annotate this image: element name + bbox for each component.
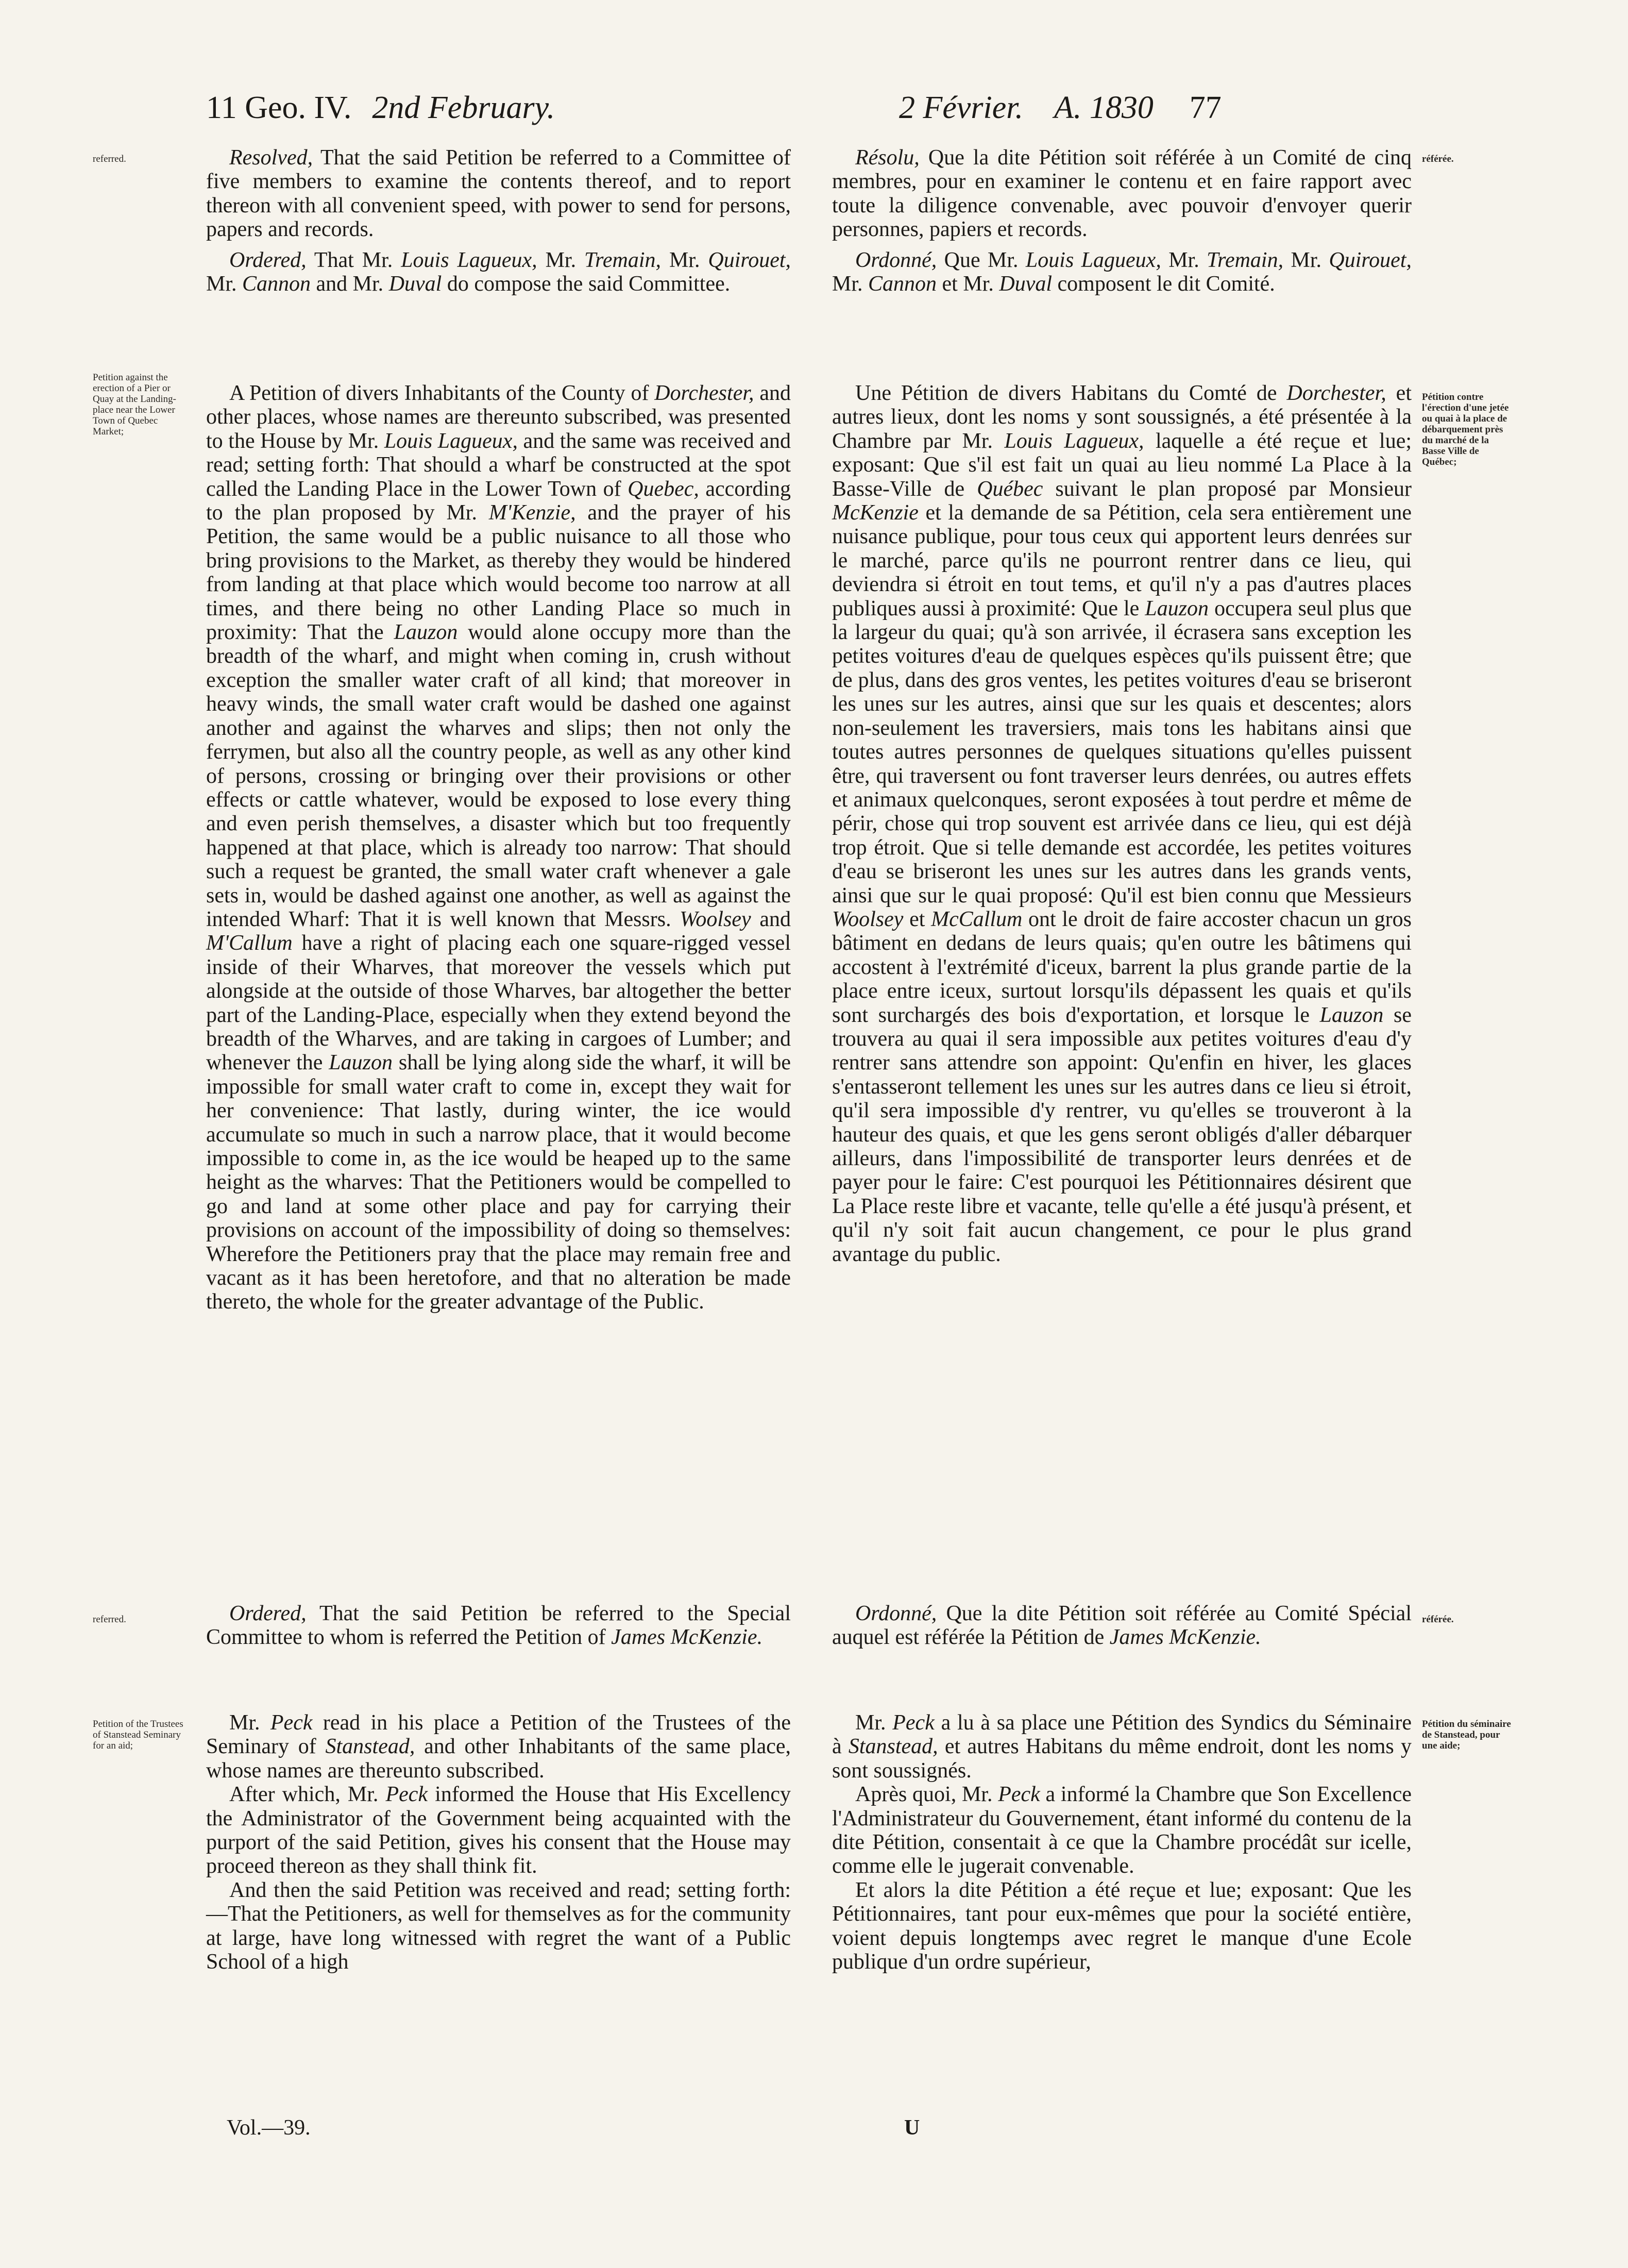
margin-note-stanstead-petition-fr: Pétition du séminaire de Stanstead, pour une aide; bbox=[1422, 1719, 1511, 1751]
resolu-text: Résolu, Que la dite Pétition soit référée à un Comité de cinq membres, pour en examiner le contenu et en faire rapport avec toute la diligence convenable, avec pouvoir d'envoyer querir personnes, papiers et records. bbox=[832, 146, 1412, 242]
margin-note-stanstead-petition: Petition of the Trustees of Stanstead Seminary for an aid; bbox=[93, 1719, 183, 1751]
resolved-text: Resolved, That the said Petition be referred to a Committee of five members to examine the contents thereof, and to report thereon with all convenient speed, with power to send for persons, papers and records. bbox=[206, 146, 791, 242]
english-stanstead-section bbox=[206, 1711, 791, 1974]
page-number: 77 bbox=[1189, 90, 1222, 125]
year-label: A. 1830 bbox=[1054, 90, 1154, 125]
peck-petition-text: Mr. Peck read in his place a Petition of the Trustees of the Seminary of Stanstead, and other Inhabitants of the same place, whose names are thereunto subscribed. bbox=[206, 1711, 791, 1783]
french-wharf-petition bbox=[832, 381, 1412, 1266]
header-right bbox=[899, 92, 1222, 124]
ordonne-referee-text: Ordonné, Que la dite Pétition soit référée au Comité Spécial auquel est référée la Pétition de James McKenzie. bbox=[832, 1602, 1412, 1650]
ordonne-comite-text: Ordonné, Que Mr. Louis Lagueux, Mr. Tremain, Mr. Quirouet, Mr. Cannon et Mr. Duval composent le dit Comité. bbox=[832, 248, 1412, 296]
volume-label: Vol.—39. bbox=[227, 2116, 311, 2140]
administrator-consent-text: After which, Mr. Peck informed the House that His Excellency the Administrator of the Government being acquainted with the purport of the said Petition, gives his consent that the House may proceed thereon as they shall think fit. bbox=[206, 1783, 791, 1878]
english-wharf-petition bbox=[206, 381, 791, 1314]
stanstead-petition-text: And then the said Petition was received and read; setting forth:—That the Petitioners, as well for themselves as for the community at large, have long witnessed with regret the want of a Public School of a high bbox=[206, 1878, 791, 1974]
french-resolu-paragraph bbox=[832, 146, 1412, 242]
ordered-referral-text: Ordered, That the said Petition be referred to the Special Committee to whom is referred the Petition of James McKenzie. bbox=[206, 1602, 791, 1650]
margin-note-referred: referred. bbox=[93, 1614, 126, 1625]
french-stanstead-section bbox=[832, 1711, 1412, 1974]
french-date: 2 Février. bbox=[899, 90, 1024, 125]
signature-mark: U bbox=[904, 2116, 920, 2140]
french-ordonne-paragraph bbox=[832, 248, 1412, 296]
session-label: 11 Geo. IV. bbox=[206, 90, 352, 125]
stanstead-petition-fr-text: Et alors la dite Pétition a été reçue et lue; exposant: Que les Pétitionnaires, tant pour eux-mêmes que pour la société entière, voient depuis longtemps avec regret le manque d'une Ecole publique d'un ordre supérieur, bbox=[832, 1878, 1412, 1974]
header-left bbox=[206, 92, 555, 124]
english-date: 2nd February. bbox=[372, 90, 555, 125]
administrateur-consent-text: Après quoi, Mr. Peck a informé la Chambre que Son Excellence l'Administrateur du Gouvernement, étant informé du contenu de la dite Pétition, consentait à ce que la Chambre procédât sur icelle, comme elle le jugerait convenable. bbox=[832, 1783, 1412, 1878]
french-ordonne-referral bbox=[832, 1602, 1412, 1650]
peck-petition-fr-text: Mr. Peck a lu à sa place une Pétition des Syndics du Séminaire à Stanstead, et autres Habitans du même endroit, dont les noms y sont soussignés. bbox=[832, 1711, 1412, 1783]
petition-quai-text: Une Pétition de divers Habitans du Comté de Dorchester, et autres lieux, dont les noms y sont soussignés, a été présentée à la Chambre par Mr. Louis Lagueux, laquelle a été reçue et lue; exposant: Que s'il est fait un quai au lieu nommé La Place à la Basse-Ville de Québec suivant le plan proposé par Monsieur McKenzie et la demande de sa Pétition, cela sera entièrement une nuisance publique, pour tous ceux qui apportent leurs denrées sur le marché, parce qu'ils ne pourront rentrer dans ce lieu, qui deviendra si étroit en tout tems, et qu'il n'y a pas d'autres places publiques aussi à proximité: Que le Lauzon occupera seul plus que la largeur du quai; qu'à son arrivée, il écrasera sans exception les petites voitures d'eau de quelques espèces qu'ils puissent être; que de plus, dans des gros ventes, les petites voitures d'eau se briseront les unes sur les autres, ainsi que sur les quais et descentes; alors non-seulement les traversiers, mais tons les habitans ainsi que toutes autres personnes de quelques situations qu'elles puissent être, qui traversent ou font traverser leurs denrées, ou autres effets et animaux quelconques, seront exposées à tout perdre et même de périr, chose qui trop souvent est arrivée dans ce lieu, qui est déjà trop étroit. Que si telle demande est accordée, les petites voitures d'eau se briseront les unes sur les autres dans les grands vents, ainsi que sur le quai proposé: Qu'il est bien connu que Messieurs Woolsey et McCallum ont le droit de faire accoster chacun un gros bâtiment en dedans de leurs quais; qu'en outre les bâtimens qui accostent à l'extrémité d'iceux, barrent la plus grande partie de la place entre iceux, surtout lorsqu'ils dépassent les quais et qu'ils sont surchargés des bois d'exportation, et lorsque le Lauzon se trouvera au quai il sera impossible aux petites voitures d'eau d'y rentrer sans attendre son appoint: Qu'enfin en hiver, les glaces s'entasseront tellement les unes sur les autres dans ce lieu si étroit, qu'il sera impossible d'y rentrer, vu qu'elles se trouveront à la hauteur des quais, et que les gens seront obligés d'aller débarquer ailleurs, dans l'impossibilité de transporter leurs denrées et de payer pour le faire: C'est pourquoi les Pétitionnaires désirent que La Place reste libre et vacante, telle qu'elle a été jusqu'à présent, et qu'il n'y soit fait aucun changement, ce pour le plus grand avantage du public. bbox=[832, 381, 1412, 1266]
margin-note-wharf-petition-fr: Pétition contre l'érection d'une jetée ou quai à la place de débarquement près du marché de la Basse Ville de Québec; bbox=[1422, 392, 1509, 467]
english-ordered-paragraph bbox=[206, 248, 791, 296]
margin-note-referee: référée. bbox=[1422, 154, 1454, 164]
ordered-committee-text: Ordered, That Mr. Louis Lagueux, Mr. Tremain, Mr. Quirouet, Mr. Cannon and Mr. Duval do compose the said Committee. bbox=[206, 248, 791, 296]
margin-note-referee: référée. bbox=[1422, 1614, 1454, 1625]
margin-note-referred: referred. bbox=[93, 154, 126, 164]
margin-note-wharf-petition: Petition against the erection of a Pier or Quay at the Landing-place near the Lower Town of Quebec Market; bbox=[93, 372, 176, 437]
english-ordered-referral bbox=[206, 1602, 791, 1650]
wharf-petition-text: A Petition of divers Inhabitants of the County of Dorchester, and other places, whose names are thereunto subscribed, was presented to the House by Mr. Louis Lagueux, and the same was received and read; setting forth: That should a wharf be constructed at the spot called the Landing Place in the Lower Town of Quebec, according to the plan proposed by Mr. M'Kenzie, and the prayer of his Petition, the same would be a public nuisance to all those who bring provisions to the Market, as thereby they would be hindered from landing at that place which would become too narrow at all times, and there being no other Landing Place so much in proximity: That the Lauzon would alone occupy more than the breadth of the wharf, and might when coming in, crush without exception the smaller water craft of all kind; that moreover in heavy winds, the small water craft would be dashed one against another and against the wharves and slips; then not only the ferrymen, but also all the country people, as well as any other kind of persons, crossing or bringing over their provisions or other effects or cattle whatever, would be exposed to lose every thing and even perish themselves, a disaster which but too frequently happened at that place, which is already too narrow: That should such a request be granted, the small water craft whenever a gale sets in, would be dashed against one another, as well as against the intended Wharf: That it is well known that Messrs. Woolsey and M'Callum have a right of placing each one square-rigged vessel inside of their Wharves, that moreover the vessels which put alongside at the outside of those Wharves, bar altogether the better part of the Landing-Place, especially when they extend beyond the breadth of the Wharves, and are taking in cargoes of Lumber; and whenever the Lauzon shall be lying along side the wharf, it will be impossible for small water craft to come in, except they wait for her convenience: That lastly, during winter, the ice would accumulate so much in such a narrow place, that it would become impossible to come in, as the ice would be heaped up to the same height as the wharves: That the Petitioners would be compelled to go and land at some other place and pay for carrying their provisions on account of the impossibility of doing so themselves: Wherefore the Petitioners pray that the place may remain free and vacant as it has been heretofore, and that no alteration be made thereto, the whole for the greater advantage of the Public. bbox=[206, 381, 791, 1314]
english-resolved-paragraph bbox=[206, 146, 791, 242]
